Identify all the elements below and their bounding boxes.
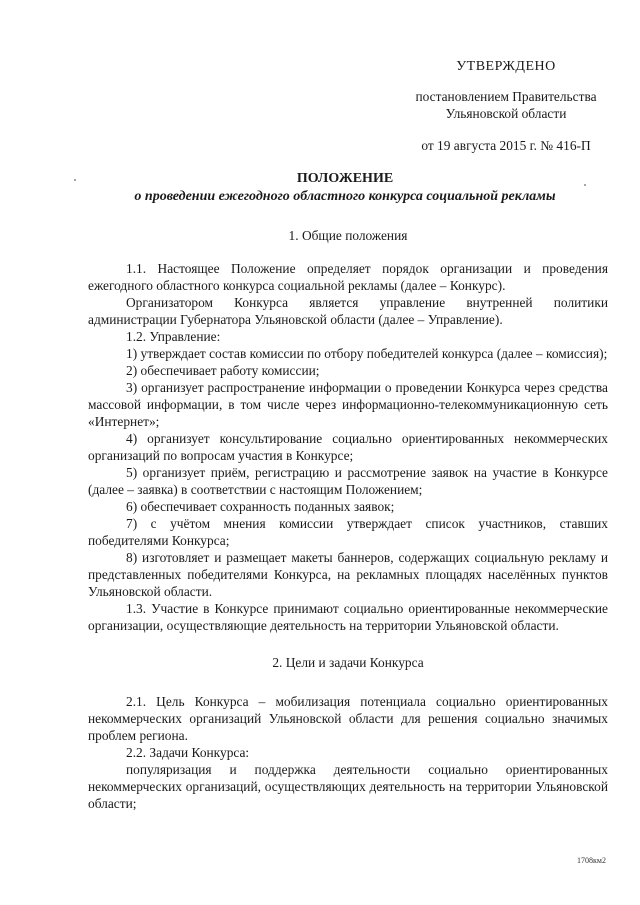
list-item: 3) организует распространение информации о проведении Конкурса через средства массовой информации, в том числе через информационно-телекоммуникационную сеть «Интернет»; xyxy=(88,380,608,429)
scan-speck xyxy=(584,184,586,186)
document-title: ПОЛОЖЕНИЕ xyxy=(296,171,394,186)
approval-title: УТВЕРЖДЕНО xyxy=(456,59,556,74)
list-item: 7) с учётом мнения комиссии утверждает список участников, ставших победителями Конкурса; xyxy=(88,516,608,548)
list-item: 1) утверждает состав комиссии по отбору победителей конкурса (далее – комиссия); xyxy=(126,346,608,361)
document-body xyxy=(88,227,608,812)
approval-date: от 19 августа 2015 г. № 416-П xyxy=(421,138,591,153)
list-item: 6) обеспечивает сохранность поданных заявок; xyxy=(126,499,395,514)
section-heading: 2. Цели и задачи Конкурса xyxy=(272,655,424,670)
approval-line-1: постановлением Правительства xyxy=(415,89,597,104)
document-subtitle: о проведении ежегодного областного конкурса социальной рекламы xyxy=(134,189,556,204)
list-item: 2) обеспечивает работу комиссии; xyxy=(126,363,320,378)
footer-code: 1708км2 xyxy=(577,856,606,865)
scan-speck xyxy=(74,179,76,181)
paragraph: Организатором Конкурса является управление внутренней политики администрации Губернатора Ульяновской области (далее – Управление). xyxy=(88,295,608,327)
list-item: 5) организует приём, регистрацию и рассмотрение заявок на участие в Конкурсе (далее – заявка) в соответствии с настоящим Положением; xyxy=(88,465,608,497)
list-item: 8) изготовляет и размещает макеты баннеров, содержащих социальную рекламу и представленных победителями Конкурса, на рекламных площадях населённых пунктов Ульяновской области. xyxy=(88,550,608,599)
list-item: 4) организует консультирование социально ориентированных некоммерческих организаций по вопросам участия в Конкурсе; xyxy=(88,431,608,463)
document-title-block xyxy=(60,170,630,206)
paragraph: популяризация и поддержка деятельности социально ориентированных некоммерческих организаций, осуществляющих деятельность на территории Ульяновской области; xyxy=(88,762,608,811)
approval-line-2: Ульяновской области xyxy=(445,106,567,121)
paragraph: 1.2. Управление: xyxy=(126,329,221,344)
paragraph: 1.3. Участие в Конкурсе принимают социально ориентированные некоммерческие организации, осуществляющие деятельность на территории Ульяновской области. xyxy=(88,601,608,633)
paragraph: 2.2. Задачи Конкурса: xyxy=(126,745,250,760)
paragraph: 2.1. Цель Конкурса – мобилизация потенциала социально ориентированных некоммерческих организаций Ульяновской области для решения социально значимых проблем региона. xyxy=(88,694,608,743)
approval-block xyxy=(392,58,620,154)
paragraph: 1.1. Настоящее Положение определяет порядок организации и проведения ежегодного областного конкурса социальной рекламы (далее – Конкурс). xyxy=(88,261,608,293)
section-heading: 1. Общие положения xyxy=(288,228,408,243)
